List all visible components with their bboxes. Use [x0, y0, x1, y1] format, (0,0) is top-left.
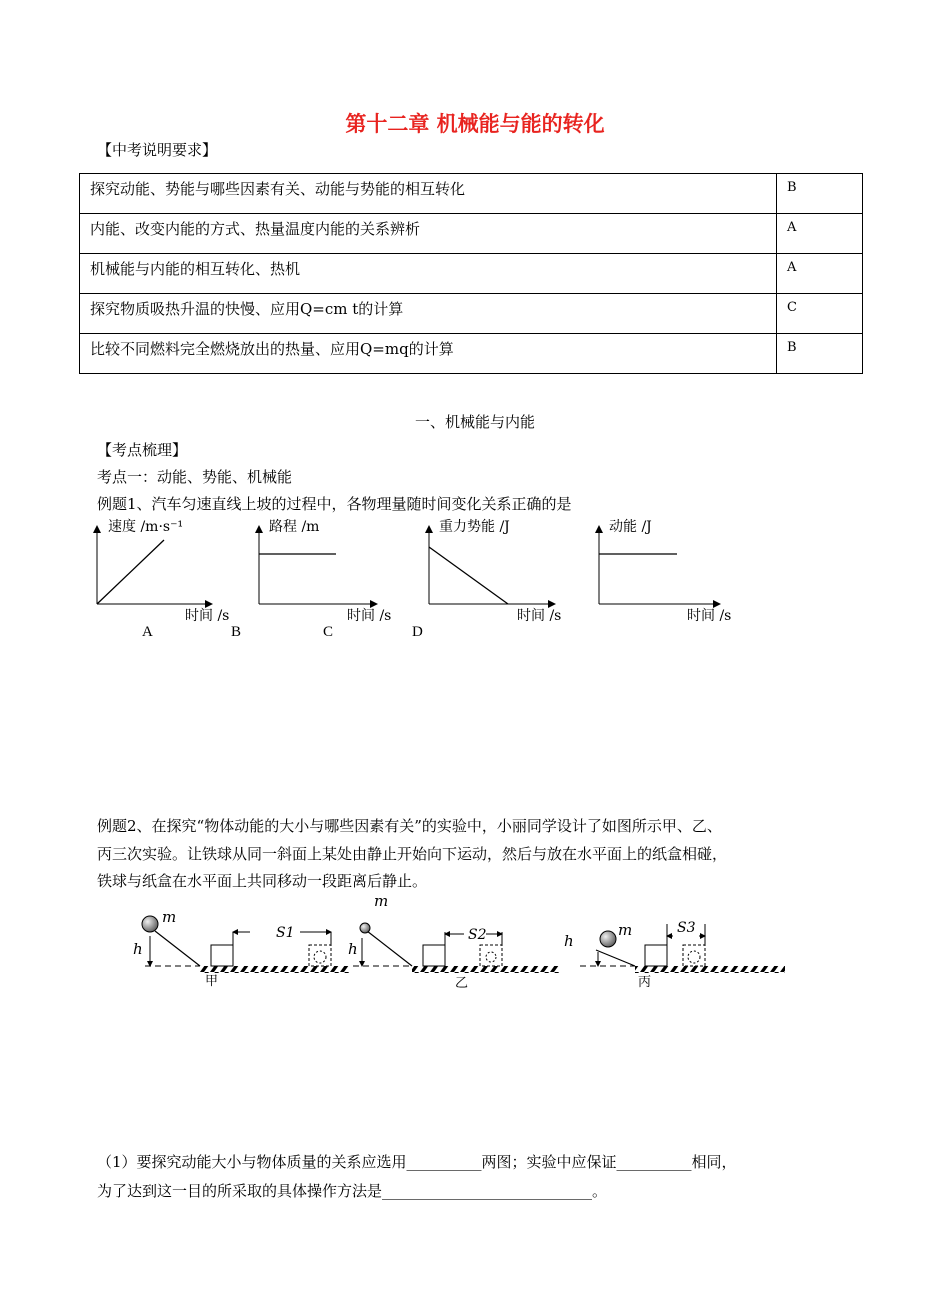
- requirement-content: 探究动能、势能与哪些因素有关、动能与势能的相互转化: [80, 174, 777, 214]
- iron-ball: [600, 931, 616, 947]
- y-axis-label: 路程 /m: [269, 519, 320, 535]
- y-axis-label: 重力势能 /J: [439, 519, 510, 535]
- requirements-table: [79, 173, 863, 374]
- ground: [200, 966, 350, 973]
- table-row: [80, 174, 863, 214]
- example-two-line-1: 例题2、在探究“物体动能的大小与哪些因素有关”的实验中，小丽同学设计了如图所示甲、乙、: [97, 817, 722, 835]
- table-row: [80, 294, 863, 334]
- x-axis-label: 时间 /s: [185, 608, 230, 624]
- ball-moved: [688, 951, 700, 963]
- ramp: [367, 931, 412, 966]
- requirement-level: C: [777, 294, 863, 334]
- question-one-line-1: （1）要探究动能大小与物体质量的关系应选用__________两图；实验中应保证__________相同，: [97, 1153, 737, 1171]
- table-row: [80, 214, 863, 254]
- option-d: D: [412, 624, 423, 640]
- kaodian-heading: 【考点梳理】: [97, 441, 188, 459]
- ground: [412, 966, 560, 973]
- graph-line: [97, 540, 164, 604]
- graph-c: [429, 518, 561, 624]
- experiment-diagram: [120, 888, 790, 998]
- panel-label: 丙: [638, 975, 652, 990]
- graph-a: [97, 518, 229, 624]
- graph-d: [599, 518, 731, 624]
- requirement-content: 机械能与内能的相互转化、热机: [80, 254, 777, 294]
- requirement-level: B: [777, 174, 863, 214]
- requirement-content: 内能、改变内能的方式、热量温度内能的关系辨析: [80, 214, 777, 254]
- table-row: [80, 254, 863, 294]
- graph-b: [259, 519, 391, 624]
- option-c: C: [323, 624, 334, 640]
- table-row: [80, 334, 863, 374]
- panel-jia: [133, 908, 350, 989]
- example-two-line-2: 丙三次实验。让铁球从同一斜面上某处由静止开始向下运动，然后与放在水平面上的纸盒相碰，: [97, 845, 728, 863]
- paper-box: [211, 945, 233, 966]
- example-one-graphs: [80, 512, 760, 632]
- distance-label: S1: [276, 925, 295, 941]
- y-axis-label: 动能 /J: [609, 519, 652, 535]
- page-title: 第十二章 机械能与能的转化: [345, 111, 605, 136]
- kaodian-one: 考点一：动能、势能、机械能: [97, 468, 293, 486]
- height-label: h: [564, 932, 574, 950]
- ramp: [596, 950, 635, 966]
- height-label: h: [133, 940, 143, 958]
- paper-box: [423, 945, 445, 966]
- iron-ball: [142, 916, 158, 932]
- mass-label: m: [618, 921, 633, 939]
- ball-moved: [314, 951, 326, 963]
- ground: [635, 966, 785, 973]
- panel-label: 甲: [205, 974, 219, 989]
- panel-bing: [564, 920, 785, 990]
- x-axis-label: 时间 /s: [687, 608, 732, 624]
- requirement-level: A: [777, 254, 863, 294]
- x-axis-label: 时间 /s: [347, 608, 392, 624]
- requirement-level: A: [777, 214, 863, 254]
- y-axis-label: 速度 /m·s⁻¹: [108, 519, 184, 535]
- question-one-line-2: 为了达到这一目的所采取的具体操作方法是____________________________。: [97, 1182, 608, 1200]
- ball-moved: [486, 952, 496, 962]
- example-one: 例题1、汽车匀速直线上坡的过程中，各物理量随时间变化关系正确的是: [97, 495, 572, 513]
- panel-label: 乙: [455, 976, 469, 991]
- mass-label: m: [374, 892, 389, 910]
- graph-line: [429, 547, 508, 604]
- panel-yi: [348, 892, 560, 991]
- requirement-level: B: [777, 334, 863, 374]
- requirements-heading: 【中考说明要求】: [97, 141, 218, 159]
- example-two-line-3: 铁球与纸盒在水平面上共同移动一段距离后静止。: [97, 872, 428, 890]
- requirement-content: 比较不同燃料完全燃烧放出的热量、应用Q=mq的计算: [80, 334, 777, 374]
- iron-ball: [360, 923, 370, 933]
- distance-label: S3: [677, 920, 696, 936]
- paper-box: [645, 945, 667, 966]
- height-label: h: [348, 940, 358, 958]
- option-a: A: [142, 624, 153, 640]
- x-axis-label: 时间 /s: [517, 608, 562, 624]
- option-b: B: [231, 624, 242, 640]
- mass-label: m: [162, 908, 177, 926]
- distance-label: S2: [468, 927, 487, 943]
- ramp: [155, 931, 200, 966]
- requirement-content: 探究物质吸热升温的快慢、应用Q=cm t的计算: [80, 294, 777, 334]
- section-title: 一、机械能与内能: [414, 413, 535, 431]
